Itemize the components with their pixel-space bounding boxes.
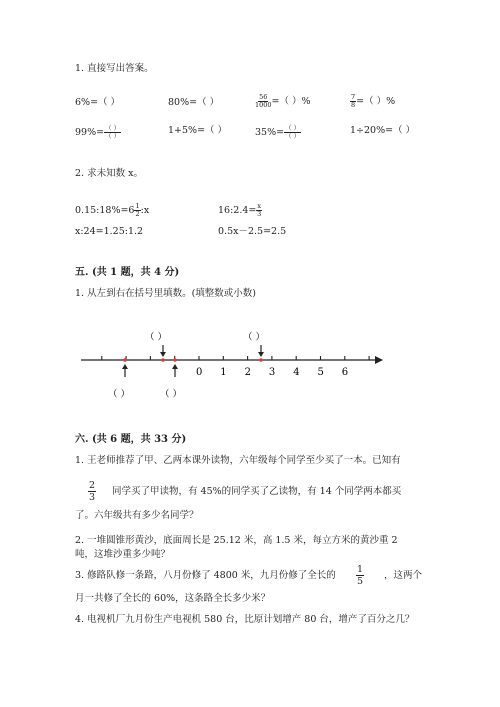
tick-label: 2 bbox=[244, 367, 251, 378]
tick-label: 1 bbox=[220, 367, 227, 378]
question-text: 1. 王老师推荐了甲、乙两本课外读物，六年级每个同学至少买了一本。已知有 bbox=[75, 455, 401, 466]
tick-label: 0 bbox=[196, 367, 203, 378]
section-5-heading: 五. (共 1 题，共 4 分) bbox=[75, 267, 180, 278]
point-marker bbox=[259, 358, 263, 362]
calc-item: 6%=（ ） bbox=[75, 97, 121, 108]
arrow-head-icon bbox=[375, 356, 383, 364]
point-marker bbox=[123, 358, 127, 362]
section-6-heading: 六. (共 6 题，共 33 分) bbox=[75, 434, 187, 445]
fraction-blank: $\frac{( )}{( )}$ bbox=[285, 124, 301, 140]
up-arrow-head-icon bbox=[122, 364, 128, 369]
fraction: $\frac{56}{1000}$ bbox=[255, 93, 272, 109]
up-arrow-head-icon bbox=[172, 364, 178, 369]
question-text: 2. 一堆圆锥形黄沙，底面周长是 25.12 米，高 1.5 米，每立方米的黄沙重 2 bbox=[75, 535, 398, 546]
calc-item: 35%= $\frac{( )}{( )}$ bbox=[255, 124, 301, 140]
point-marker bbox=[161, 358, 165, 362]
question-text: 吨，这堆沙重多少吨？ bbox=[75, 549, 171, 560]
question-text: 1. 从左到右在括号里填数。(填整数或小数) bbox=[75, 288, 256, 299]
equation: x:24=1.25:1.2 bbox=[75, 226, 144, 237]
question-text: 4. 电视机厂九月份生产电视机 580 台，比原计划增产 80 台，增产了百分之几？ bbox=[75, 614, 415, 625]
question-text: 月一共修了全长的 60%，这条路全长多少米？ bbox=[75, 593, 271, 604]
question-text: 同学买了甲读物，有 45%的同学买了乙读物，有 14 个同学两本都买 bbox=[112, 486, 402, 497]
question-1-title: 1. 直接写出答案。 bbox=[75, 63, 154, 74]
equation: 0.5x－2.5=2.5 bbox=[218, 226, 287, 237]
fraction: $\frac{2}{3}$ bbox=[89, 480, 96, 503]
question-text: 了。六年级共有多少名同学？ bbox=[75, 510, 199, 521]
tick-label: 5 bbox=[317, 367, 324, 378]
fraction: $\frac{x}{3}$ bbox=[257, 202, 262, 218]
question-text: 3. 修路队修一条路，八月份修了 4800 米，九月份修了全长的 bbox=[75, 570, 336, 581]
fraction: $\frac{1}{5}$ bbox=[357, 564, 364, 587]
down-arrow-head-icon bbox=[258, 352, 264, 357]
point-marker bbox=[173, 358, 177, 362]
blank-top-1: （ ） bbox=[145, 332, 168, 343]
equation: 0.15:18%=6 $\frac{1}{2}$ :x bbox=[75, 202, 150, 218]
equation: 16:2.4= $\frac{x}{3}$ bbox=[218, 202, 262, 218]
question-text: ，这两个 bbox=[384, 570, 423, 581]
fraction-blank: $\frac{( )}{( )}$ bbox=[105, 124, 121, 140]
number-line-figure bbox=[75, 325, 395, 405]
calc-item: 80%=（ ） bbox=[168, 97, 220, 108]
fraction: $\frac{1}{2}$ bbox=[135, 202, 140, 218]
blank-bottom-2: （ ） bbox=[160, 389, 183, 400]
calc-item: 1+5%=（ ） bbox=[168, 125, 228, 136]
tick-label: 4 bbox=[293, 367, 300, 378]
fraction: $\frac{7}{8}$ bbox=[351, 93, 356, 109]
tick-label: 3 bbox=[268, 367, 276, 378]
blank-bottom-1: （ ） bbox=[108, 389, 131, 400]
question-2-title: 2. 求未知数 x。 bbox=[75, 168, 143, 179]
blank-top-2: （ ） bbox=[243, 332, 266, 343]
calc-item: $\frac{7}{8}$ =（ ）% bbox=[351, 93, 396, 109]
down-arrow-head-icon bbox=[160, 352, 166, 357]
calc-item: $\frac{56}{1000}$ =（ ）% bbox=[255, 93, 311, 109]
calc-item: 1÷20%=（ ） bbox=[350, 125, 416, 136]
calc-item: 99%= $\frac{( )}{( )}$ bbox=[75, 124, 121, 140]
tick-label: 6 bbox=[341, 367, 349, 378]
